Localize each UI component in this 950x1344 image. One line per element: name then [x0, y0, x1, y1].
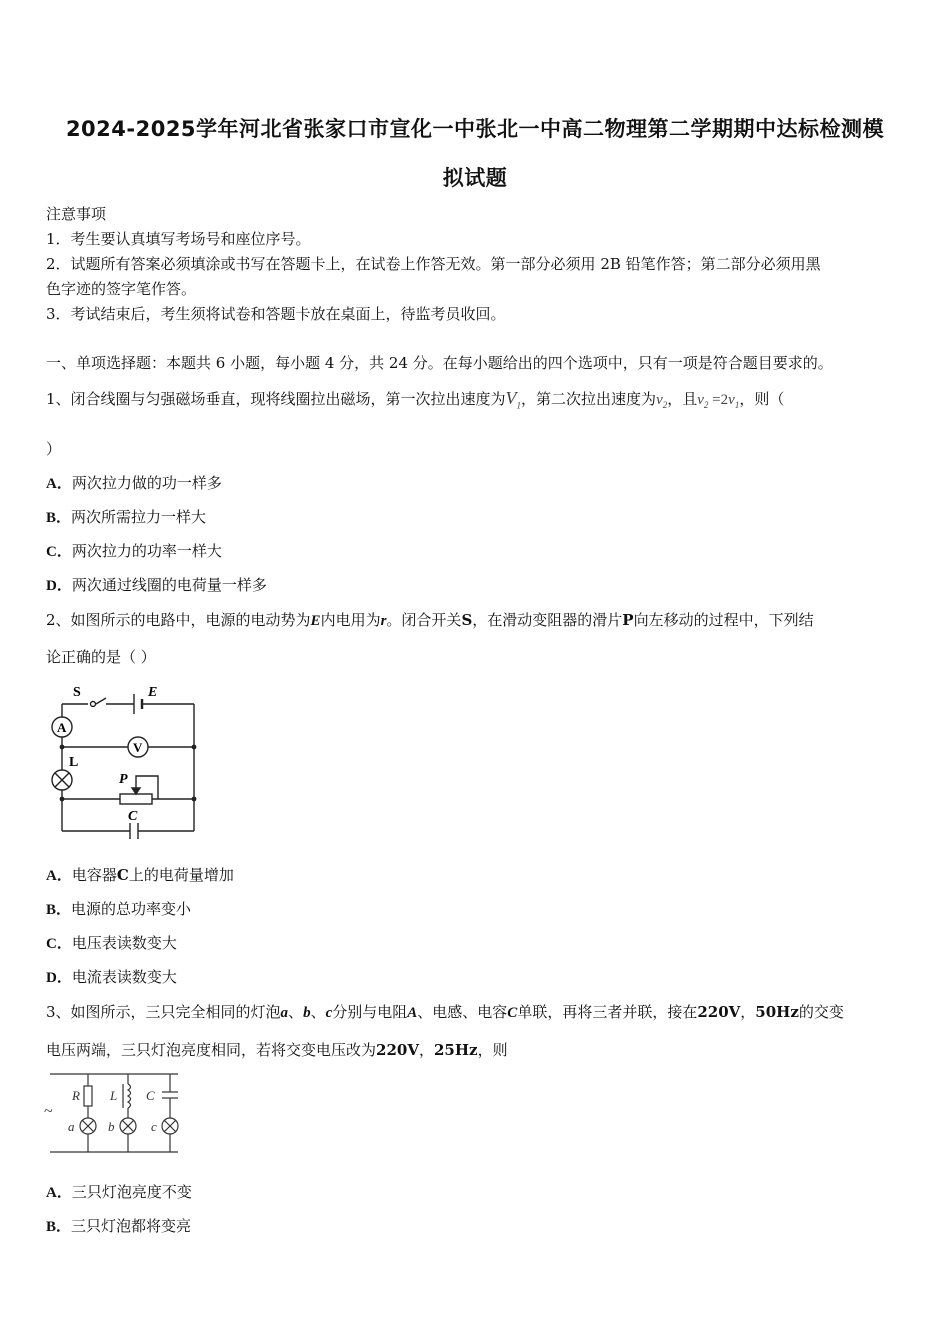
section-1-heading: 一、单项选择题：本题共 6 小题，每小题 4 分，共 24 分。在每小题给出的四个选项中，只有一项是符合题目要求的。 [46, 354, 833, 372]
q1-text-part3: ，且 [667, 390, 698, 408]
notice-heading: 注意事项 [46, 205, 107, 223]
q2-option-c: C．电压表读数变大 [46, 934, 177, 952]
q1-close-paren: ） [46, 440, 62, 458]
q2-voltmeter-label: V [133, 740, 143, 755]
q2-label-e: E [148, 685, 158, 700]
q1-v2-symbol: $v_2$ [656, 392, 668, 410]
q1-text-part4: ，则（ [739, 390, 785, 408]
question-3-stem-line-2: 电压两端，三只灯泡亮度相同，若将交变电压改为220V，25Hz，则 [46, 1041, 508, 1059]
q3-label-b: b [108, 1119, 115, 1134]
question-2-stem: 2、如图所示的电路中，电源的电动势为E内电用为r。闭合开关S，在滑动变阻器的滑片P向左移动的过程中，下列结 [46, 611, 814, 629]
q1-option-a: A．两次拉力做的功一样多 [46, 474, 222, 492]
notice-item-2-cont: 色字迹的签字笔作答。 [46, 280, 197, 298]
q3-option-a: A．三只灯泡亮度不变 [46, 1183, 192, 1201]
q2-option-d: D．电流表读数变大 [46, 968, 177, 986]
q1-v1-symbol: $V_1$ [505, 388, 522, 411]
q3-label-c-lamp: c [151, 1119, 157, 1134]
q1-option-d: D．两次通过线圈的电荷量一样多 [46, 576, 267, 594]
q1-relation: $v_2 =2v_1$ [697, 392, 740, 410]
q3-ac-source-symbol: ~ [44, 1103, 53, 1120]
q3-label-l: L [110, 1088, 118, 1103]
q2-label-l: L [69, 755, 79, 770]
q1-text-part1: 1、闭合线圈与匀强磁场垂直，现将线圈拉出磁场，第一次拉出速度为 [46, 390, 506, 408]
q1-text-part2: ，第二次拉出速度为 [521, 390, 657, 408]
question-3-stem: 3、如图所示，三只完全相同的灯泡a、b、c分别与电阻A、电感、电容C单联，再将三者并联，接在220V，50Hz的交变 [46, 1003, 844, 1021]
q2-option-a: A．电容器C上的电荷量增加 [46, 866, 234, 884]
q2-circuit-diagram [44, 680, 204, 840]
q2-label-s: S [73, 685, 81, 700]
notice-item-3: 3．考试结束后，考生须将试卷和答题卡放在桌面上，待监考员收回。 [46, 305, 506, 323]
q2-option-b: B．电源的总功率变小 [46, 900, 192, 918]
exam-title-line-1: 2024-2025学年河北省张家口市宣化一中张北一中高二物理第二学期期中达标检测模 [65, 117, 885, 141]
exam-title-line-2: 拟试题 [442, 166, 508, 190]
q2-label-c: C [128, 809, 138, 824]
q1-option-b: B．两次所需拉力一样大 [46, 508, 207, 526]
q3-label-a: a [68, 1119, 75, 1134]
q2-ammeter-label: A [57, 720, 67, 735]
q3-circuit-diagram [42, 1070, 192, 1158]
notice-item-1: 1．考生要认真填写考场号和座位序号。 [46, 230, 311, 248]
question-2-stem-line-2: 论正确的是（ ） [46, 648, 156, 666]
q3-label-c: C [146, 1088, 155, 1103]
question-1-stem [46, 388, 908, 411]
q3-label-r: R [72, 1088, 80, 1103]
notice-item-2: 2．试题所有答案必须填涂或书写在答题卡上，在试卷上作答无效。第一部分必须用 2B 铅笔作答；第二部分必须用黑 [46, 255, 821, 273]
q2-label-p: P [119, 772, 128, 787]
q3-option-b: B．三只灯泡都将变亮 [46, 1217, 192, 1235]
q1-option-c: C．两次拉力的功率一样大 [46, 542, 222, 560]
